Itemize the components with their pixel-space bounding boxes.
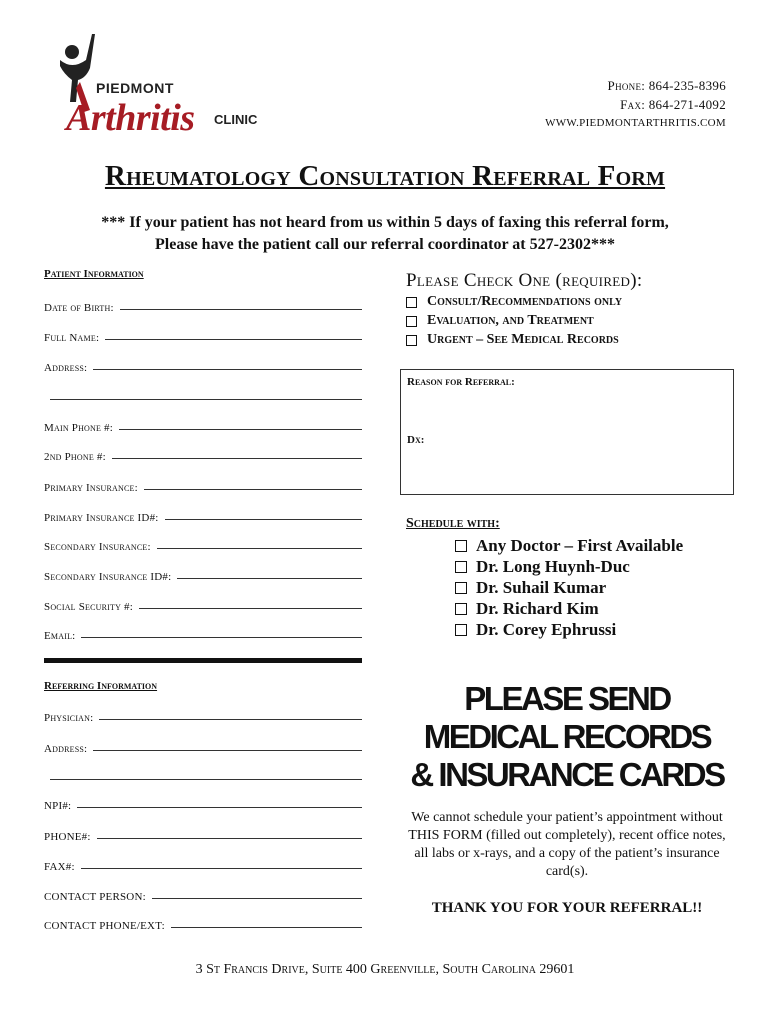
- address-line-2[interactable]: [50, 398, 362, 400]
- input-line[interactable]: [171, 926, 362, 928]
- website-link[interactable]: WWW.PIEDMONTARTHRITIS.COM: [545, 117, 726, 129]
- field-label: Primary Insurance:: [44, 482, 138, 494]
- field-label: NPI#:: [44, 800, 72, 812]
- input-line[interactable]: [165, 518, 362, 520]
- email-field[interactable]: [44, 624, 362, 642]
- referring-phone-field[interactable]: [44, 825, 362, 843]
- option-label: Evaluation, and Treatment: [427, 313, 594, 328]
- doctor-option-any[interactable]: [455, 536, 683, 556]
- input-line[interactable]: [81, 636, 362, 638]
- input-line[interactable]: [144, 488, 362, 490]
- input-line[interactable]: [157, 547, 362, 549]
- input-line[interactable]: [105, 338, 362, 340]
- checkbox-icon[interactable]: [455, 582, 467, 594]
- option-evaluation[interactable]: [406, 313, 594, 329]
- field-label: CONTACT PHONE/EXT:: [44, 920, 165, 932]
- reason-box[interactable]: [400, 369, 734, 495]
- primary-insurance-field[interactable]: [44, 476, 362, 494]
- field-label: Physician:: [44, 712, 94, 724]
- input-line[interactable]: [139, 607, 362, 609]
- option-label: Consult/Recommendations only: [427, 294, 623, 309]
- logo-arthritis: Arthritis: [66, 97, 195, 139]
- npi-field[interactable]: [44, 794, 362, 812]
- doctor-label: Dr. Long Huynh-Duc: [476, 557, 630, 576]
- fax-text: Fax: 864-271-4092: [620, 97, 726, 112]
- field-label: Social Security #:: [44, 601, 133, 613]
- doctor-option-kim[interactable]: [455, 599, 599, 619]
- input-line[interactable]: [177, 577, 362, 579]
- field-label: Primary Insurance ID#:: [44, 512, 159, 524]
- second-phone-field[interactable]: [44, 445, 362, 463]
- checkbox-icon[interactable]: [455, 540, 467, 552]
- logo-piedmont: PIEDMONT: [96, 80, 174, 96]
- contact-block: [545, 76, 726, 133]
- input-line[interactable]: [112, 457, 362, 459]
- section-divider: [44, 658, 362, 663]
- field-label: Date of Birth:: [44, 302, 114, 314]
- check-one-heading: Please Check One (required):: [406, 270, 643, 291]
- logo-clinic: CLINIC: [214, 112, 258, 127]
- reason-label: Reason for Referral:: [407, 376, 515, 388]
- thank-you-text: THANK YOU FOR YOUR REFERRAL!!: [431, 900, 703, 916]
- checkbox-icon[interactable]: [406, 316, 417, 327]
- field-label: Address:: [44, 362, 88, 374]
- notice-line-2: Please have the patient call our referral coordinator at 527-2302***: [155, 236, 615, 253]
- ssn-field[interactable]: [44, 595, 362, 613]
- secondary-insurance-field[interactable]: [44, 535, 362, 553]
- checkbox-icon[interactable]: [455, 603, 467, 615]
- doctor-label: Dr. Suhail Kumar: [476, 578, 607, 597]
- field-label: 2nd Phone #:: [44, 451, 106, 463]
- footer-address: 3 St Francis Drive, Suite 400 Greenville, South Carolina 29601: [195, 962, 575, 977]
- option-urgent[interactable]: [406, 332, 619, 348]
- contact-person-field[interactable]: [44, 885, 362, 903]
- send-line-3: & INSURANCE CARDS: [410, 756, 724, 793]
- notice-line-1: *** If your patient has not heard from us within 5 days of faxing this referral form,: [101, 214, 669, 231]
- input-line[interactable]: [99, 718, 362, 720]
- doctor-option-huynh-duc[interactable]: [455, 557, 630, 577]
- secondary-insurance-id-field[interactable]: [44, 565, 362, 583]
- notice-text: [0, 212, 770, 256]
- clinic-logo: [56, 30, 276, 140]
- patient-info-heading: Patient Information: [44, 268, 144, 280]
- doctor-option-kumar[interactable]: [455, 578, 606, 598]
- doctor-label: Dr. Richard Kim: [476, 599, 599, 618]
- referring-fax-field[interactable]: [44, 855, 362, 873]
- primary-insurance-id-field[interactable]: [44, 506, 362, 524]
- option-label: Urgent – See Medical Records: [427, 332, 619, 347]
- input-line[interactable]: [93, 368, 362, 370]
- referring-address-line-2[interactable]: [50, 778, 362, 780]
- input-line[interactable]: [119, 428, 362, 430]
- input-line[interactable]: [81, 867, 362, 869]
- checkbox-icon[interactable]: [406, 297, 417, 308]
- field-label: FAX#:: [44, 861, 75, 873]
- dob-field[interactable]: [44, 296, 362, 314]
- input-line[interactable]: [97, 837, 362, 839]
- input-line[interactable]: [152, 897, 362, 899]
- send-line-2: MEDICAL RECORDS: [423, 718, 711, 755]
- doctor-label: Dr. Corey Ephrussi: [476, 620, 617, 639]
- field-label: PHONE#:: [44, 831, 91, 843]
- dx-label: Dx:: [407, 434, 425, 446]
- referring-info-heading: Referring Information: [44, 680, 158, 692]
- field-label: Email:: [44, 630, 76, 642]
- address-field[interactable]: [44, 356, 362, 374]
- main-phone-field[interactable]: [44, 416, 362, 434]
- field-label: Full Name:: [44, 332, 100, 344]
- checkbox-icon[interactable]: [455, 624, 467, 636]
- doctor-option-ephrussi[interactable]: [455, 620, 616, 640]
- form-title: Rheumatology Consultation Referral Form: [104, 160, 666, 192]
- requirements-paragraph: We cannot schedule your patient’s appointment without THIS FORM (filled out completely), recent office notes, all labs or x-rays, and a copy of the patient’s insurance card(s).: [408, 810, 726, 879]
- field-label: CONTACT PERSON:: [44, 891, 146, 903]
- checkbox-icon[interactable]: [406, 335, 417, 346]
- phone-text: Phone: 864-235-8396: [607, 78, 726, 93]
- send-line-1: PLEASE SEND: [464, 680, 670, 717]
- checkbox-icon[interactable]: [455, 561, 467, 573]
- please-send-banner: [392, 680, 742, 794]
- full-name-field[interactable]: [44, 326, 362, 344]
- option-consult[interactable]: [406, 294, 622, 310]
- referring-address-field[interactable]: [44, 737, 362, 755]
- input-line[interactable]: [120, 308, 362, 310]
- doctor-label: Any Doctor – First Available: [476, 536, 684, 555]
- input-line[interactable]: [77, 806, 362, 808]
- field-label: Secondary Insurance:: [44, 541, 151, 553]
- field-label: Main Phone #:: [44, 422, 113, 434]
- physician-field[interactable]: [44, 706, 362, 724]
- field-label: Secondary Insurance ID#:: [44, 571, 172, 583]
- schedule-heading: Schedule with:: [406, 516, 500, 531]
- contact-phone-field[interactable]: [44, 914, 362, 932]
- input-line[interactable]: [93, 749, 362, 751]
- field-label: Address:: [44, 743, 88, 755]
